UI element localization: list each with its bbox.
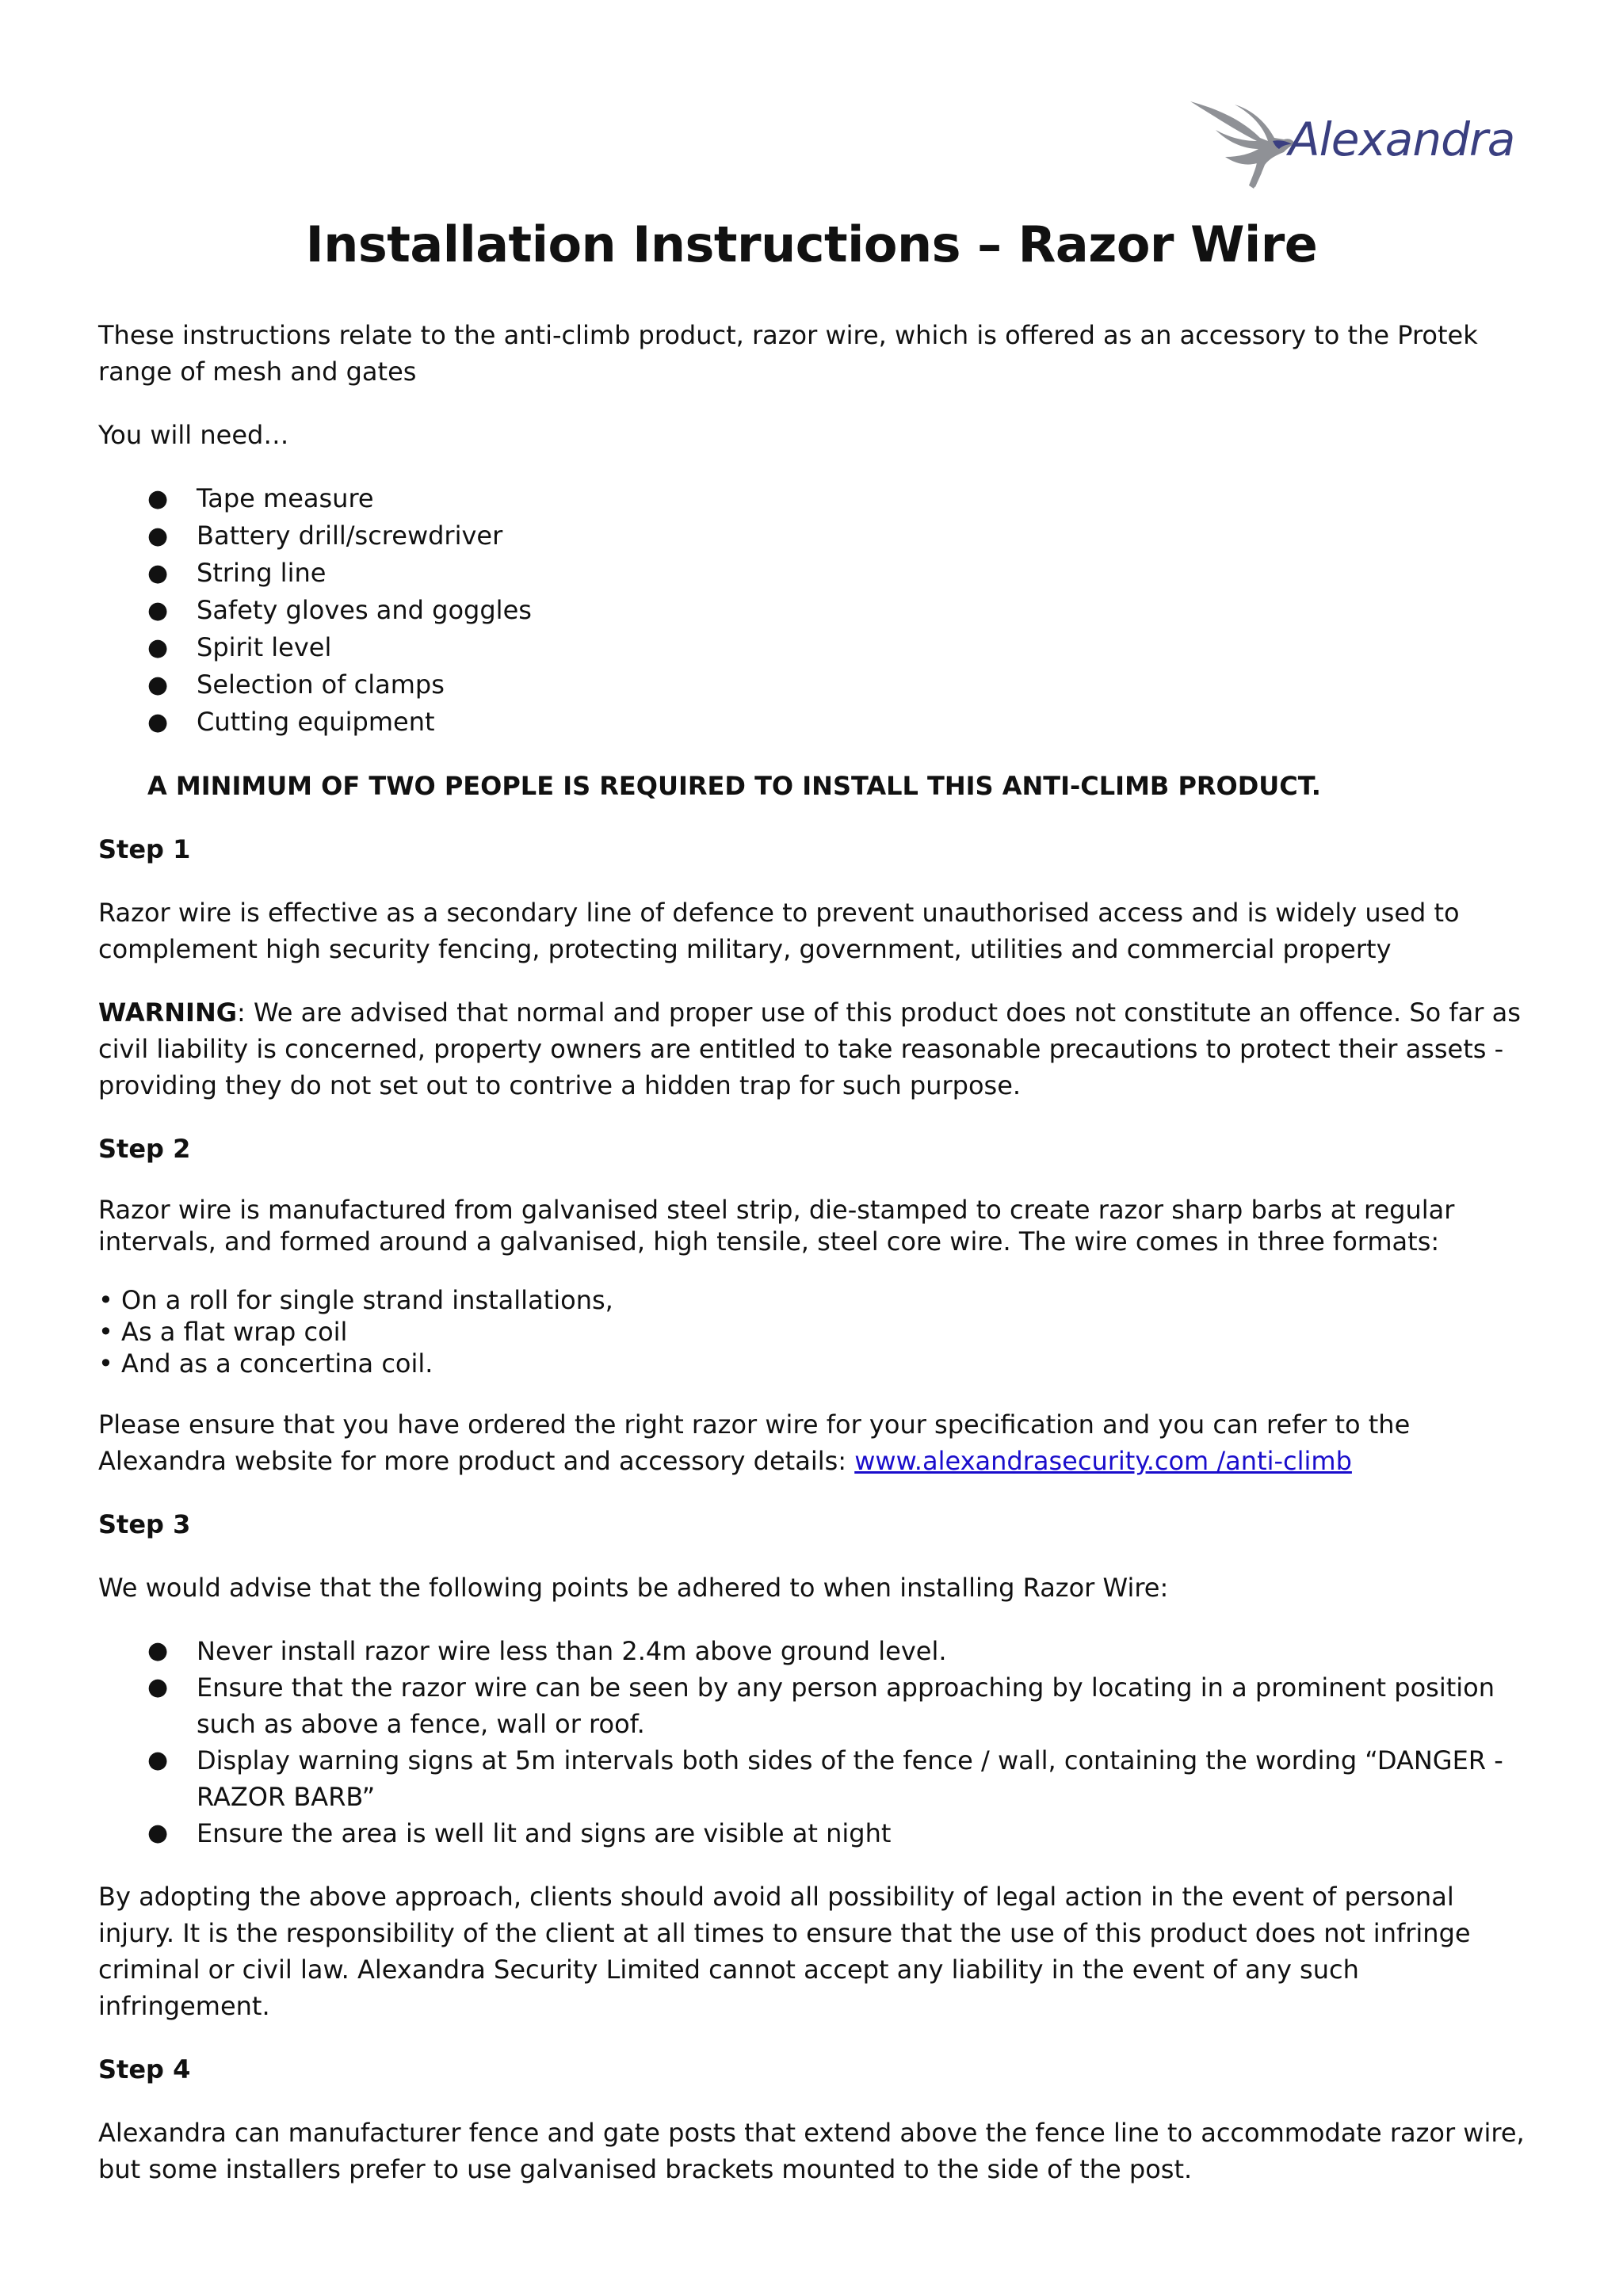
bullet-icon: ●: [147, 522, 169, 550]
list-item: ● String line: [197, 555, 1533, 592]
bullet-icon: ●: [147, 559, 169, 587]
step-4-heading: Step 4: [98, 2054, 191, 2084]
intro-paragraph: These instructions relate to the anti-climb product, razor wire, which is offered as an accessory to the Protek range of mesh and gates: [98, 320, 1478, 387]
bullet-icon: ●: [147, 1819, 169, 1847]
order-paragraph: [98, 1406, 1533, 1479]
list-item: • And as a concertina coil.: [98, 1348, 433, 1379]
list-item: ● Cutting equipment: [197, 704, 1533, 741]
list-item: ● Selection of clamps: [197, 666, 1533, 704]
step-3-closing: By adopting the above approach, clients should avoid all possibility of legal action in the event of personal injury. It is the responsibility of the client at all times to ensure that the use of this product does not infringe criminal or civil law. Alexandra Security Limited cannot accept any liability in the event of any such infringement.: [98, 1882, 1471, 2021]
tools-list: [98, 480, 1533, 741]
list-item: • As a flat wrap coil: [98, 1317, 348, 1347]
bullet-icon: ●: [147, 634, 169, 662]
warning-text: : We are advised that normal and proper use of this product does not constitute an offence. So far as civil liability is concerned, property owners are entitled to take reasonable precautions to protect their assets - providing they do not set out to contrive a hidden trap for such purpose.: [98, 997, 1521, 1100]
eagle-logo-icon: [1187, 93, 1298, 192]
list-item: • On a roll for single strand installations,: [98, 1285, 613, 1315]
anti-climb-link[interactable]: www.alexandrasecurity.com /anti-climb: [854, 1446, 1352, 1476]
bullet-icon: ●: [147, 1637, 169, 1665]
brand-wordmark: Alexandra: [1289, 113, 1515, 166]
list-item: ● Display warning signs at 5m intervals both sides of the fence / wall, containing the wording “DANGER - RAZOR BARB”: [197, 1742, 1533, 1815]
safety-notice: A MINIMUM OF TWO PEOPLE IS REQUIRED TO INSTALL THIS ANTI-CLIMB PRODUCT.: [147, 771, 1321, 801]
bullet-icon: ●: [147, 1673, 169, 1701]
list-item: ● Tape measure: [197, 480, 1533, 517]
bullet-icon: ●: [147, 671, 169, 699]
list-item: ● Safety gloves and goggles: [197, 592, 1533, 629]
need-heading: You will need…: [98, 420, 289, 450]
list-item: ● Never install razor wire less than 2.4m above ground level.: [197, 1633, 1533, 1669]
bullet-icon: ●: [147, 1746, 169, 1774]
step-3-body: We would advise that the following points be adhered to when installing Razor Wire:: [98, 1573, 1169, 1603]
page-title: Installation Instructions – Razor Wire: [305, 215, 1318, 273]
points-list: [98, 1633, 1533, 1852]
list-item: ● Ensure that the razor wire can be seen by any person approaching by locating in a prominent position such as above a fence, wall or roof.: [197, 1669, 1533, 1742]
list-item: ● Ensure the area is well lit and signs are visible at night: [197, 1815, 1533, 1852]
bullet-icon: ●: [147, 708, 169, 736]
step-1-heading: Step 1: [98, 834, 191, 864]
brand-logo: [1187, 93, 1536, 192]
step-2-body: Razor wire is manufactured from galvanised steel strip, die-stamped to create razor sharp barbs at regular intervals, and formed around a galvanised, high tensile, steel core wire. The wire comes in three formats:: [98, 1195, 1455, 1257]
formats-list: [98, 1284, 1533, 1379]
order-text: Please ensure that you have ordered the right razor wire for your specification and you can refer to the Alexandra website for more product and accessory details:: [98, 1409, 1411, 1476]
bullet-icon: ●: [147, 485, 169, 513]
step-4-body: Alexandra can manufacturer fence and gate posts that extend above the fence line to accommodate razor wire, but some installers prefer to use galvanised brackets mounted to the side of the post.: [98, 2118, 1525, 2184]
step-2-heading: Step 2: [98, 1134, 191, 1164]
step-3-heading: Step 3: [98, 1509, 191, 1539]
step-1-body: Razor wire is effective as a secondary line of defence to prevent unauthorised access and is widely used to complement high security fencing, protecting military, government, utilities and commercial property: [98, 898, 1460, 964]
document-body: [98, 317, 1533, 2214]
bullet-icon: ●: [147, 597, 169, 624]
warning-label: WARNING: [98, 997, 237, 1028]
list-item: ● Spirit level: [197, 629, 1533, 666]
list-item: ● Battery drill/screwdriver: [197, 517, 1533, 555]
warning-paragraph: [98, 994, 1533, 1104]
